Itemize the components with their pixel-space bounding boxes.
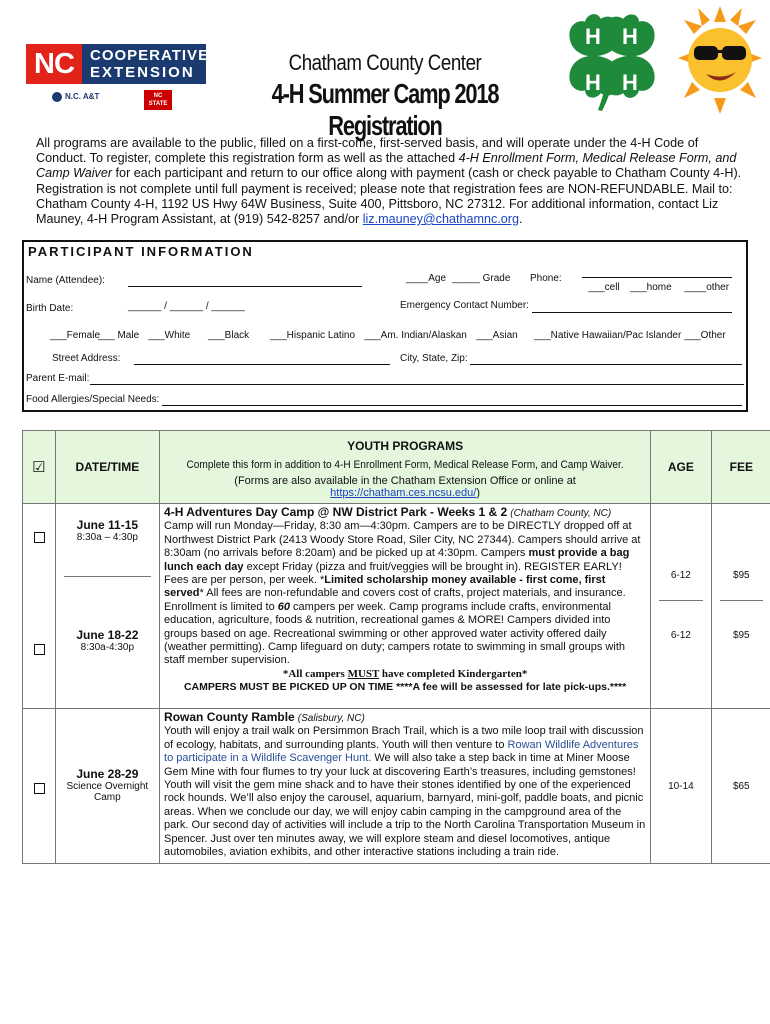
instructions-text: Complete this form in addition to 4-H Enrollment Form, Medical Release Form, and Camp Waiver. bbox=[186, 459, 624, 471]
logo-line2: EXTENSION bbox=[90, 64, 195, 81]
phone-other-option[interactable]: ____other bbox=[684, 282, 730, 293]
date-time-header: DATE/TIME bbox=[55, 431, 159, 504]
note-pre: *All campers bbox=[282, 667, 348, 680]
section-heading: PARTICIPANT INFORMATION bbox=[28, 244, 254, 259]
week2-fee: $95 bbox=[732, 630, 750, 641]
intro-text-1: All programs are available to the public, filled on a first-come, first-served basis, and will operate under the 4-H Code of Conduct. To register, complete this registration form as well as the attached bbox=[36, 136, 699, 166]
forms-note-text: (Forms are also available in the Chatham Extension Office or online at bbox=[234, 475, 576, 487]
rowan-title: Rowan County Ramble bbox=[164, 710, 295, 724]
rowan-check-cell bbox=[23, 709, 56, 864]
rowan-checkbox[interactable] bbox=[34, 783, 45, 794]
intro-paragraph bbox=[36, 136, 748, 227]
nc-logo-mark: NC bbox=[26, 44, 82, 84]
day-camp-age-cell bbox=[651, 504, 711, 709]
gender-female-option[interactable]: ___Female bbox=[50, 330, 101, 341]
race-hispanic-option[interactable]: ___Hispanic Latino bbox=[270, 330, 356, 341]
week2-age: 6-12 bbox=[670, 630, 691, 641]
logo-wordmark bbox=[82, 44, 210, 84]
rowan-text-a: Youth will enjoy a trail walk on Persimmon Brach Trail, which is a two mile loop trail with discussion of ecology, habitats, and surrounding plants. Youth will then venture to bbox=[164, 725, 644, 751]
rowan-date-block bbox=[56, 767, 159, 803]
forms-note bbox=[234, 475, 576, 499]
city-state-zip-label: City, State, Zip: bbox=[400, 353, 468, 364]
birth-date-input[interactable]: ______ / ______ / ______ bbox=[128, 301, 245, 312]
enrollment-limit: 60 bbox=[277, 600, 290, 613]
emergency-contact-input[interactable] bbox=[532, 312, 732, 313]
phone-input[interactable] bbox=[582, 277, 732, 278]
contact-email-link[interactable]: liz.mauney@chathamnc.org bbox=[362, 212, 519, 227]
nc-cooperative-extension-logo bbox=[26, 44, 210, 114]
svg-text:H: H bbox=[622, 70, 638, 95]
street-address-label: Street Address: bbox=[52, 353, 121, 364]
program-row-rowan-ramble bbox=[23, 709, 770, 864]
ncat-logo bbox=[52, 92, 99, 102]
intro-end: . bbox=[518, 212, 523, 227]
logo-line1: COOPERATIVE bbox=[90, 47, 210, 64]
kindergarten-note bbox=[164, 668, 646, 681]
svg-text:H: H bbox=[585, 24, 601, 49]
intro-forms: 4-H Enrollment Form, Medical Release Form, and Camp Waiver bbox=[36, 151, 737, 181]
svg-text:H: H bbox=[585, 70, 601, 95]
rowan-date-cell bbox=[55, 709, 159, 864]
week2-time: 8:30a-4:30p bbox=[80, 642, 135, 653]
race-other-option[interactable]: ___Other bbox=[684, 330, 726, 341]
rowan-details bbox=[164, 725, 646, 859]
table-header-row bbox=[23, 431, 770, 504]
ncstate-logo: NC STATE bbox=[144, 90, 172, 110]
note-post: have completed Kindergarten* bbox=[379, 667, 528, 680]
program-location: (Chatham County, NC) bbox=[510, 508, 612, 519]
race-asian-option[interactable]: ___Asian bbox=[476, 330, 518, 341]
rowan-fee: $65 bbox=[711, 709, 770, 864]
week1-fee: $95 bbox=[732, 570, 750, 581]
rowan-description bbox=[160, 709, 651, 864]
fee-divider bbox=[720, 600, 763, 601]
day-camp-title-line bbox=[164, 506, 646, 520]
youth-programs-title: YOUTH PROGRAMS bbox=[347, 439, 464, 453]
week1-date-block bbox=[56, 518, 159, 543]
rowan-type-line2: Camp bbox=[94, 792, 121, 803]
birth-date-label: Birth Date: bbox=[26, 303, 74, 314]
program-row-day-camp bbox=[23, 504, 770, 709]
rowan-date: June 28-29 bbox=[76, 767, 139, 781]
age-field[interactable]: ____Age bbox=[406, 273, 447, 284]
date-divider bbox=[64, 576, 151, 577]
day-camp-check-cell bbox=[23, 504, 56, 709]
details-text-e: * All fees are non-refundable and covers cost of crafts, project materials, and insurance. Enrollment is limited to bbox=[164, 587, 626, 613]
race-white-option[interactable]: ___White bbox=[148, 330, 191, 341]
rowan-type-line1: Science Overnight bbox=[66, 781, 149, 792]
gender-male-option[interactable]: ___ Male bbox=[98, 330, 140, 341]
forms-note-end: ) bbox=[476, 487, 480, 499]
food-allergies-label: Food Allergies/Special Needs: bbox=[26, 394, 160, 405]
page-title: 4-H Summer Camp 2018 Registration bbox=[271, 78, 499, 141]
phone-cell-option[interactable]: ___cell bbox=[588, 282, 620, 293]
day-camp-description bbox=[160, 504, 651, 709]
race-amindian-option[interactable]: ___Am. Indian/Alaskan bbox=[364, 330, 467, 341]
week2-checkbox[interactable] bbox=[34, 644, 45, 655]
day-camp-fee-cell bbox=[711, 504, 770, 709]
name-input[interactable] bbox=[128, 286, 362, 287]
week1-time: 8:30a – 4:30p bbox=[76, 532, 138, 543]
day-camp-details bbox=[164, 520, 646, 667]
youth-programs-header bbox=[160, 431, 651, 504]
intro-text-2: for each participant and return to our office along with payment (cash or check payable to Chatham County 4-H). Registration is not complete until full payment is received; please note that registration fees are NON-REFUNDABLE. Mail to: Chatham County 4-H, 1192 US Hwy 64W Business, Suite 400, Pittsboro, NC 27312. For additional information, contact Liz Mauney, 4-H Program Assistant, at (919) 542-8257 and/or bbox=[36, 166, 742, 227]
age-column-header: AGE bbox=[651, 431, 711, 504]
phone-home-option[interactable]: ___home bbox=[630, 282, 672, 293]
grade-field[interactable]: _____ Grade bbox=[452, 273, 511, 284]
participant-info-section bbox=[22, 240, 748, 412]
details-text-b: must provide a bag lunch each day bbox=[164, 547, 630, 573]
check-column-header bbox=[23, 431, 56, 504]
details-text-f: campers per week. Camp programs include crafts, environmental education, agriculture, foods & nutrition, recreational games & MORE! Campers divided into groups based on age. Recreational swimming or other approved water activity offered daily (weather permitting). Camp lifeguard on duty; campers rotate to swimming in small groups with staff member supervision. bbox=[164, 600, 625, 667]
name-label: Name (Attendee): bbox=[26, 275, 105, 286]
rowan-title-line bbox=[164, 711, 646, 725]
university-logos bbox=[26, 86, 206, 114]
food-allergies-input[interactable] bbox=[162, 405, 742, 406]
parent-email-label: Parent E-mail: bbox=[26, 373, 90, 384]
center-name: Chatham County Center bbox=[288, 50, 482, 75]
details-text-a: Camp will run Monday—Friday, 8:30 am—4:30pm. Campers are to be DIRECTLY dropped off at Northwest District Park (2413 Woody Store Road, Siler City, NC 27344). Campers should arrive at 8:30am (no arrivals before 8:20am) and be picked up at 4:30pm. Campers bbox=[164, 520, 641, 560]
phone-label: Phone: bbox=[530, 273, 562, 284]
emergency-contact-label: Emergency Contact Number: bbox=[400, 300, 529, 311]
race-black-option[interactable]: ___Black bbox=[208, 330, 250, 341]
age-divider bbox=[659, 600, 702, 601]
fee-column-header: FEE bbox=[711, 431, 770, 504]
ncat-label: N.C. A&T bbox=[65, 92, 100, 102]
checked-box-icon: ☑ bbox=[32, 459, 46, 476]
program-title: 4-H Adventures Day Camp @ NW District Park - Weeks 1 & 2 bbox=[164, 505, 508, 519]
svg-text:H: H bbox=[622, 24, 638, 49]
week1-checkbox[interactable] bbox=[34, 532, 45, 543]
week1-age: 6-12 bbox=[670, 570, 691, 581]
details-text-c: except Friday (pizza and fruit/veggies will be brought in). REGISTER EARLY! Fees are per person, per week. * bbox=[164, 560, 622, 587]
street-address-input[interactable] bbox=[134, 364, 390, 365]
week2-date: June 18-22 bbox=[76, 628, 139, 642]
pickup-warning: CAMPERS MUST BE PICKED UP ON TIME ****A fee will be assessed for late pick-ups.**** bbox=[183, 681, 627, 694]
ncat-seal-icon bbox=[52, 92, 62, 102]
city-state-zip-input[interactable] bbox=[470, 364, 742, 365]
4h-clover-icon bbox=[558, 14, 666, 114]
note-must: MUST bbox=[347, 667, 380, 680]
rowan-text-blue: Rowan Wildlife Adventures to participate in a Wildlife Scavenger Hunt. bbox=[164, 738, 639, 765]
extension-website-link[interactable]: https://chatham.ces.ncsu.edu/ bbox=[330, 487, 477, 499]
sun-mascot-icon bbox=[676, 4, 764, 116]
youth-programs-table bbox=[22, 430, 770, 864]
week2-date-block bbox=[56, 628, 159, 653]
details-text-d: Limited scholarship money available - first come, first served bbox=[164, 574, 606, 600]
rowan-age: 10-14 bbox=[651, 709, 711, 864]
parent-email-input[interactable] bbox=[90, 384, 744, 385]
rowan-text-b: We will also take a step back in time at Miner Moose Gem Mine with four flumes to try your luck at discovering Earth’s treasures, including gemstones! Youth will visit the gem mine shack and to have their stones identified by one of the experienced rock hounds. We’ll also enjoy the carousel, aquarium, barnyard, mini-golf, paddle boats, and picnic areas. When we conclude our day, we will enjoy cabin camping in the campground area of the park. Our second day of activities will include a trip to the North Carolina Transportation Museum in Spencer. Just over ten minutes away, we will explore steam and diesel locomotives, antique automobiles, aviation exhibits, and other interactive stations including a train ride. bbox=[164, 752, 646, 859]
race-hawaiian-option[interactable]: ___Native Hawaiian/Pac Islander bbox=[534, 330, 682, 341]
day-camp-dates-cell bbox=[55, 504, 159, 709]
week1-date: June 11-15 bbox=[76, 518, 139, 532]
rowan-location: (Salisbury, NC) bbox=[297, 713, 365, 724]
